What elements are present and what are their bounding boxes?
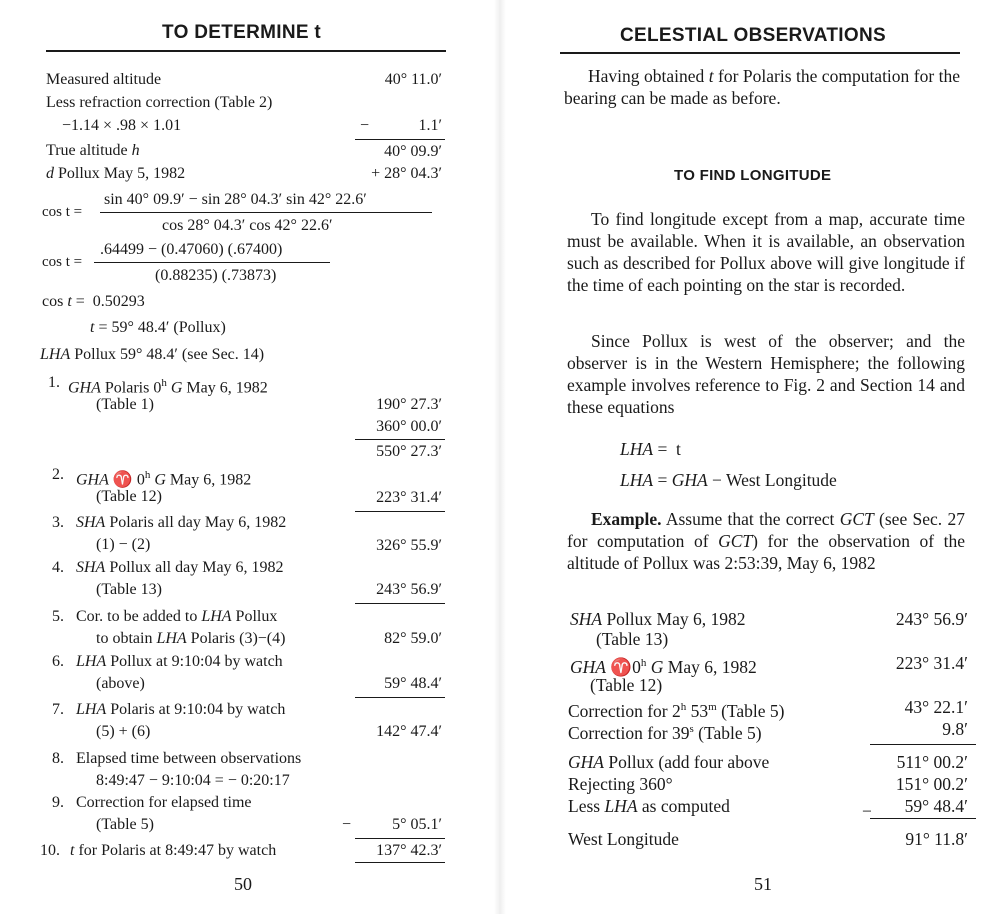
fraction-bar (100, 212, 432, 213)
page-title: TO DETERMINE t (162, 22, 322, 43)
step-label: GHA Polaris 0$^h$ G May 6, 1982 (68, 377, 268, 397)
table-row-label: GHA Pollux (add four above (568, 752, 770, 772)
table-row-value: 59° 48.4′ (904, 796, 968, 816)
step-value: 190° 27.3′ (376, 396, 442, 413)
double-rule (355, 862, 445, 863)
paragraph-bearing: Having obtained t for Polaris the computation for the bearing can be made as before. (564, 66, 960, 108)
table-row-value: 243° 56.9′ (895, 609, 968, 629)
step-label: GHA ♈ 0$^h$ G May 6, 1982 (76, 469, 252, 489)
table-row-value: 91° 11.8′ (905, 829, 968, 849)
equation-numerator: sin 40° 09.9′ − sin 28° 04.3′ sin 42° 22.6′ (104, 191, 367, 208)
minus-sign: − (342, 816, 352, 833)
line-label: True altitude h (46, 142, 140, 159)
step-number: 7. (52, 701, 64, 718)
equation-denominator: (0.88235) (.73873) (155, 267, 277, 284)
table-row-label: Less LHA as computed (568, 796, 730, 816)
table-row-label: Correction for 2$^h$ 53$^m$ (Table 5) (568, 700, 785, 721)
paragraph-example: Example. Assume that the correct GCT (see Sec. 27 for computation of GCT) for the observation of the altitude of Pollux was 2:53:39, May 6, 1982 (567, 509, 966, 573)
title-rule (560, 52, 960, 54)
section-title: TO FIND LONGITUDE (674, 167, 832, 184)
fraction-bar (94, 262, 330, 263)
paragraph-longitude: To find longitude except from a map, accurate time must be available. When it is available, an observation such as described for Pollux above will give longitude if the time of each pointing on the star is recorded. (567, 209, 965, 295)
step-number: 2. (52, 466, 64, 483)
table-row-value: 43° 22.1′ (904, 697, 968, 717)
step-label: Correction for elapsed time (76, 794, 252, 811)
minus-sign: − (862, 801, 872, 821)
line-value: 40° 09.9′ (384, 143, 442, 160)
step-sublabel: (above) (96, 675, 145, 692)
sum-rule (355, 697, 445, 698)
page-number: 50 (234, 874, 252, 894)
equation-lhs: cos t = (42, 204, 83, 220)
step-label: Elapsed time between observations (76, 750, 302, 767)
cos-t-result: cos t = 0.50293 (42, 293, 145, 310)
line-label: Measured altitude (46, 71, 162, 88)
step-label: t for Polaris at 8:49:47 by watch (70, 842, 277, 859)
table-row-label: GHA ♈0$^h$ G May 6, 1982 (570, 656, 757, 677)
sum-rule (870, 818, 976, 819)
table-row-value: 511° 00.2′ (896, 752, 968, 772)
equation-lha-gha: LHA = GHA − West Longitude (620, 470, 837, 490)
t-result: t = 59° 48.4′ (Pollux) (90, 319, 226, 336)
title-rule (46, 50, 446, 52)
sum-rule (355, 511, 445, 512)
step-value: 223° 31.4′ (376, 489, 442, 506)
step-number: 8. (52, 750, 64, 767)
step-sublabel: (Table 13) (96, 581, 162, 598)
table-row-label: Rejecting 360° (568, 774, 673, 794)
step-number: 10. (40, 842, 60, 859)
step-value: 360° 00.0′ (376, 418, 442, 435)
step-sublabel: to obtain LHA Polaris (3)−(4) (96, 630, 286, 647)
step-number: 3. (52, 514, 64, 531)
page-title: CELESTIAL OBSERVATIONS (620, 25, 886, 46)
equation-numerator: .64499 − (0.47060) (.67400) (100, 241, 283, 258)
step-label: LHA Polaris at 9:10:04 by watch (76, 701, 286, 718)
sum-rule (355, 838, 445, 839)
step-label: SHA Polaris all day May 6, 1982 (76, 514, 287, 531)
sum-rule (355, 603, 445, 604)
sum-rule (355, 139, 445, 140)
equation-denominator: cos 28° 04.3′ cos 42° 22.6′ (162, 217, 333, 234)
step-value: 5° 05.1′ (392, 816, 442, 833)
sum-rule (355, 439, 445, 440)
sum-rule (870, 744, 976, 745)
step-number: 6. (52, 653, 64, 670)
step-sublabel: (Table 5) (96, 816, 154, 833)
step-value: 243° 56.9′ (376, 581, 442, 598)
step-number: 9. (52, 794, 64, 811)
table-row-value: 9.8′ (942, 719, 968, 739)
line-value: 1.1′ (418, 117, 442, 134)
line-label: Less refraction correction (Table 2) (46, 94, 273, 111)
step-number: 5. (52, 608, 64, 625)
step-value: 142° 47.4′ (376, 723, 442, 740)
step-value: 326° 55.9′ (376, 537, 442, 554)
table-row-label: Correction for 39$^s$ (Table 5) (568, 722, 762, 743)
minus-sign: − (360, 117, 370, 134)
step-sublabel: (1) − (2) (96, 536, 151, 553)
step-value: 82° 59.0′ (384, 630, 442, 647)
step-number: 1. (48, 374, 60, 391)
paragraph-pollux: Since Pollux is west of the observer; and the observer is in the Western Hemisphere; the following example involves reference to Fig. 2 and Section 14 and these equations (567, 331, 965, 417)
table-row-value: 151° 00.2′ (895, 774, 968, 794)
line-label: d Pollux May 5, 1982 (46, 165, 186, 182)
table-row-sublabel: (Table 12) (590, 675, 663, 695)
line-value: + 28° 04.3′ (371, 165, 442, 182)
step-sublabel: 8:49:47 − 9:10:04 = − 0:20:17 (96, 772, 290, 789)
step-sublabel: (5) + (6) (96, 723, 151, 740)
table-row-label: West Longitude (568, 829, 679, 849)
table-row-label: SHA Pollux May 6, 1982 (570, 609, 746, 629)
step-value: 137° 42.3′ (376, 842, 442, 859)
equation-lhs: cos t = (42, 254, 83, 270)
equation-lha-t: LHA = t (620, 439, 681, 459)
step-value: 59° 48.4′ (384, 675, 442, 692)
step-sublabel: (Table 1) (96, 396, 154, 413)
step-label: SHA Pollux all day May 6, 1982 (76, 559, 284, 576)
right-page (500, 0, 1000, 914)
page-number: 51 (754, 874, 772, 894)
step-label: Cor. to be added to LHA Pollux (76, 608, 278, 625)
step-number: 4. (52, 559, 64, 576)
line-label: −1.14 × .98 × 1.01 (62, 117, 182, 134)
step-sublabel: (Table 12) (96, 488, 162, 505)
step-label: LHA Pollux at 9:10:04 by watch (76, 653, 283, 670)
lha-pollux: LHA Pollux 59° 48.4′ (see Sec. 14) (40, 346, 265, 363)
line-value: 40° 11.0′ (384, 71, 442, 88)
table-row-value: 223° 31.4′ (895, 653, 968, 673)
table-row-sublabel: (Table 13) (596, 629, 669, 649)
step-value: 550° 27.3′ (376, 443, 442, 460)
